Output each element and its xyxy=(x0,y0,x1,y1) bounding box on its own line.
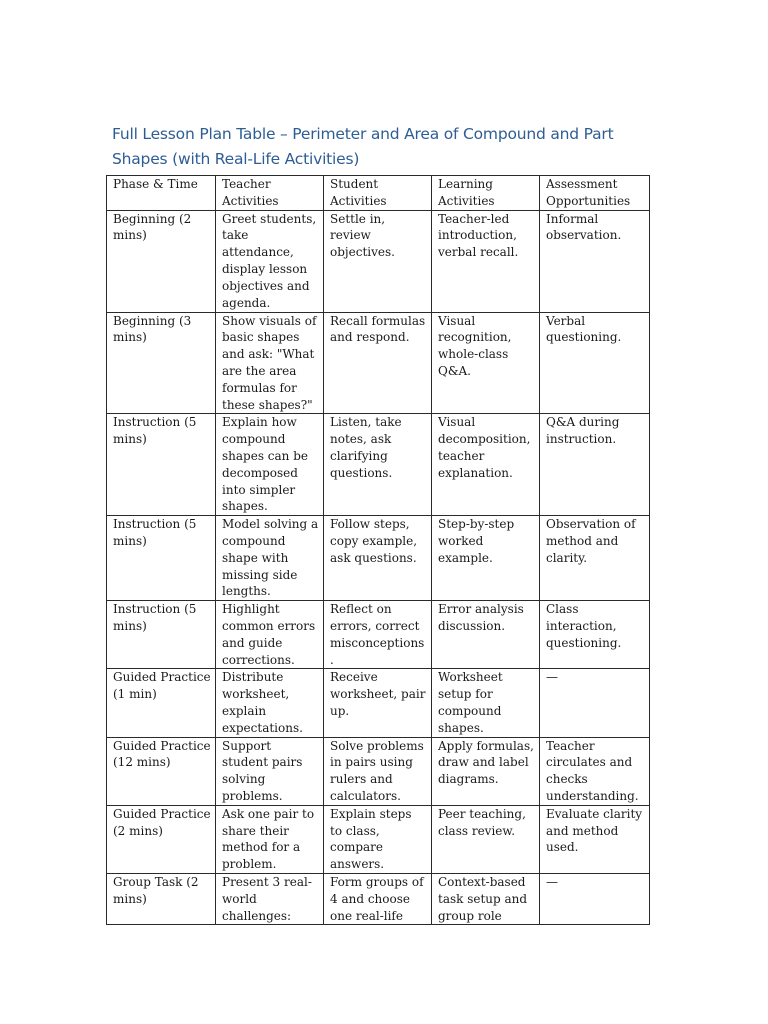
table-cell: Listen, take notes, ask clarifying questions. xyxy=(324,414,432,516)
table-row xyxy=(107,873,650,924)
table-row xyxy=(107,210,650,312)
table-cell: Verbal questioning. xyxy=(540,312,650,414)
table-cell: Receive worksheet, pair up. xyxy=(324,669,432,737)
table-cell: Instruction (5 mins) xyxy=(107,414,216,516)
table-cell: Highlight common errors and guide corrections. xyxy=(216,601,324,669)
table-cell: Q&A during instruction. xyxy=(540,414,650,516)
table-cell: Context-based task setup and group role xyxy=(432,873,540,924)
table-cell: Error analysis discussion. xyxy=(432,601,540,669)
table-cell: Step-by-step worked example. xyxy=(432,516,540,601)
column-header-assessment-opportunities: Assessment Opportunities xyxy=(540,176,650,211)
table-cell: Observation of method and clarity. xyxy=(540,516,650,601)
table-cell: Explain steps to class, compare answers. xyxy=(324,805,432,873)
table-cell: Ask one pair to share their method for a problem. xyxy=(216,805,324,873)
table-cell: Instruction (5 mins) xyxy=(107,601,216,669)
table-cell: Teacher-led introduction, verbal recall. xyxy=(432,210,540,312)
table-cell: Worksheet setup for compound shapes. xyxy=(432,669,540,737)
table-cell: Visual decomposition, teacher explanation. xyxy=(432,414,540,516)
table-cell: Group Task (2 mins) xyxy=(107,873,216,924)
table-cell: Guided Practice (2 mins) xyxy=(107,805,216,873)
table-row xyxy=(107,516,650,601)
table-cell: Support student pairs solving problems. xyxy=(216,737,324,805)
table-cell: Beginning (3 mins) xyxy=(107,312,216,414)
table-cell: Apply formulas, draw and label diagrams. xyxy=(432,737,540,805)
table-cell: Show visuals of basic shapes and ask: "What are the area formulas for these shapes?" xyxy=(216,312,324,414)
table-cell: Model solving a compound shape with missing side lengths. xyxy=(216,516,324,601)
table-cell: Evaluate clarity and method used. xyxy=(540,805,650,873)
table-row xyxy=(107,805,650,873)
table-cell: Teacher circulates and checks understanding. xyxy=(540,737,650,805)
table-cell: Class interaction, questioning. xyxy=(540,601,650,669)
table-cell: Explain how compound shapes can be decomposed into simpler shapes. xyxy=(216,414,324,516)
table-cell: Peer teaching, class review. xyxy=(432,805,540,873)
table-cell: Guided Practice (12 mins) xyxy=(107,737,216,805)
table-row xyxy=(107,601,650,669)
table-row xyxy=(107,414,650,516)
table-cell: Recall formulas and respond. xyxy=(324,312,432,414)
lesson-plan-table xyxy=(106,175,650,925)
table-cell: Distribute worksheet, explain expectations. xyxy=(216,669,324,737)
table-cell: Greet students, take attendance, display lesson objectives and agenda. xyxy=(216,210,324,312)
table-cell: Instruction (5 mins) xyxy=(107,516,216,601)
table-cell: Settle in, review objectives. xyxy=(324,210,432,312)
column-header-phase-time: Phase & Time xyxy=(107,176,216,211)
table-row xyxy=(107,737,650,805)
table-cell: Informal observation. xyxy=(540,210,650,312)
table-cell: Solve problems in pairs using rulers and calculators. xyxy=(324,737,432,805)
table-cell: Beginning (2 mins) xyxy=(107,210,216,312)
table-cell: Guided Practice (1 min) xyxy=(107,669,216,737)
table-cell: Reflect on errors, correct misconceptions. xyxy=(324,601,432,669)
column-header-learning-activities: Learning Activities xyxy=(432,176,540,211)
table-cell: Present 3 real-world challenges: xyxy=(216,873,324,924)
table-cell: — xyxy=(540,669,650,737)
table-row xyxy=(107,669,650,737)
document-title: Full Lesson Plan Table – Perimeter and Area of Compound and Part Shapes (with Real-Life Activities) xyxy=(112,125,614,168)
table-cell: Follow steps, copy example, ask questions. xyxy=(324,516,432,601)
table-row xyxy=(107,312,650,414)
table-header-row xyxy=(107,176,650,211)
table-cell: Form groups of 4 and choose one real-life xyxy=(324,873,432,924)
column-header-teacher-activities: Teacher Activities xyxy=(216,176,324,211)
table-cell: — xyxy=(540,873,650,924)
column-header-student-activities: Student Activities xyxy=(324,176,432,211)
table-cell: Visual recognition, whole-class Q&A. xyxy=(432,312,540,414)
